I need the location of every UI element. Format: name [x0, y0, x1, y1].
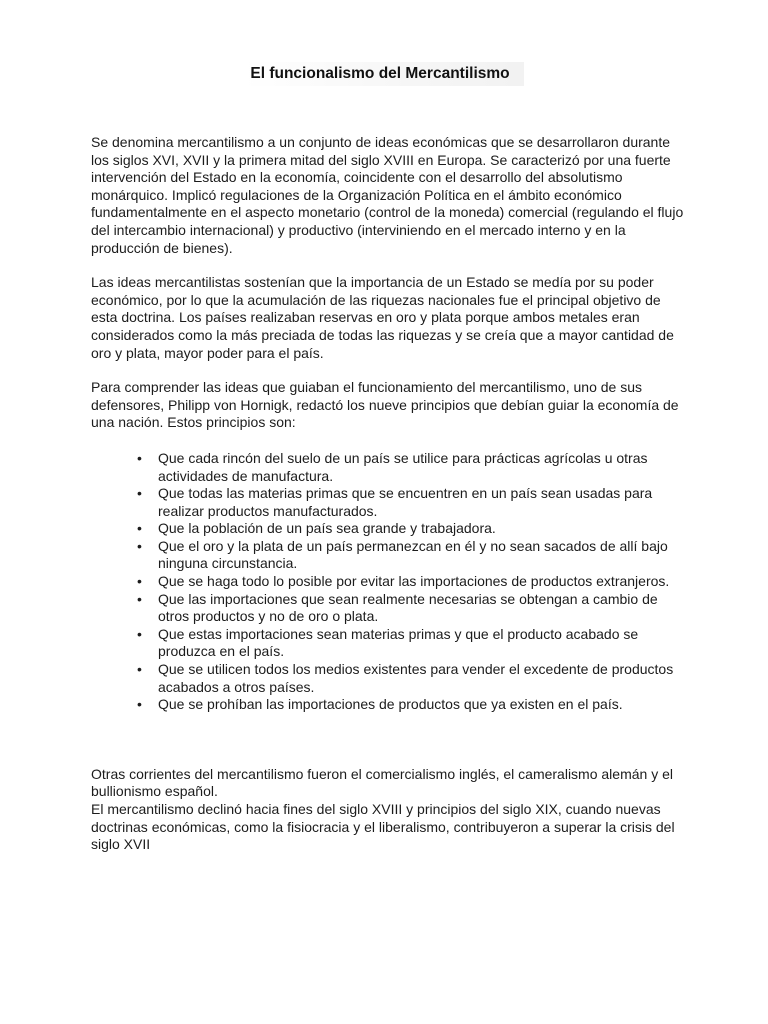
paragraph-ideas: Las ideas mercantilistas sostenían que la importancia de un Estado se medía por su poder económico, por lo que la acumulación de las riquezas nacionales fue el principal objetivo de esta doctrina. Los países realizaban reservas en oro y plata porque ambos metales eran considerados como la más preciada de todas las riquezas y se creía que a mayor cantidad de oro y plata, mayor poder para el país. [91, 274, 674, 361]
bullet-icon: • [137, 520, 142, 537]
bullet-icon: • [137, 661, 142, 678]
bullet-icon: • [137, 485, 142, 502]
list-item-text: Que se haga todo lo posible por evitar las importaciones de productos extranjeros. [158, 573, 670, 590]
bullet-icon: • [137, 590, 142, 607]
list-item-text: Que el oro y la plata de un país permanezcan en él y no sean sacados de allí bajo ninguna circunstancia. [158, 537, 668, 572]
section-spacer [91, 714, 691, 766]
list-item-text: Que se prohíban las importaciones de productos que ya existen en el país. [158, 696, 623, 713]
list-item [137, 626, 691, 661]
list-item [137, 520, 691, 538]
document-title: El funcionalismo del Mercantilismo [244, 62, 523, 86]
bullet-icon: • [137, 537, 142, 554]
list-item [137, 450, 691, 485]
paragraph-principles-intro: Para comprender las ideas que guiaban el funcionamiento del mercantilismo, uno de sus defensores, Philipp von Hornigk, redactó los nueve principios que debían guiar la economía de una nación. Estos principios son: [91, 379, 679, 431]
bullet-icon: • [137, 625, 142, 642]
list-item [137, 485, 691, 520]
list-item [137, 573, 691, 591]
document-body [91, 134, 691, 854]
list-item [137, 696, 691, 714]
list-item [137, 591, 691, 626]
list-item-text: Que cada rincón del suelo de un país se utilice para prácticas agrícolas u otras actividades de manufactura. [158, 449, 648, 484]
bullet-icon: • [137, 573, 142, 590]
list-item-text: Que se utilicen todos los medios existentes para vender el excedente de productos acabados a otros países. [158, 661, 674, 695]
paragraph-definition: Se denomina mercantilismo a un conjunto de ideas económicas que se desarrollaron durante los siglos XVI, XVII y la primera mitad del siglo XVIII en Europa. Se caracterizó por una fuerte intervención del Estado en la economía, coincidente con el desarrollo del absolutismo monárquico. Implicó regulaciones de la Organización Política en el ámbito económico fundamentalmente en el aspecto monetario (control de la moneda) comercial (regulando el flujo del intercambio internacional) y productivo (interviniendo en el mercado interno y en la producción de bienes). [91, 134, 684, 256]
list-item [137, 661, 691, 696]
list-item-text: Que todas las materias primas que se encuentren en un país sean usadas para realizar productos manufacturados. [158, 485, 653, 519]
list-item-text: Que estas importaciones sean materias primas y que el producto acabado se produzca en el país. [158, 625, 639, 660]
list-item-text: Que la población de un país sea grande y trabajadora. [158, 520, 496, 537]
principles-list [91, 450, 691, 714]
paragraph-decline: El mercantilismo declinó hacia fines del siglo XVIII y principios del siglo XIX, cuando nuevas doctrinas económicas, como la fisiocracia y el liberalismo, contribuyeron a superar la crisis del siglo XVII [91, 801, 675, 853]
bullet-icon: • [137, 696, 142, 713]
title-area [0, 62, 768, 86]
bullet-icon: • [137, 449, 142, 466]
list-item [137, 538, 691, 573]
paragraph-other-currents: Otras corrientes del mercantilismo fueron el comercialismo inglés, el cameralismo alemán y el bullionismo español. [91, 765, 673, 800]
list-item-text: Que las importaciones que sean realmente necesarias se obtengan a cambio de otros productos y no de oro o plata. [158, 590, 658, 625]
